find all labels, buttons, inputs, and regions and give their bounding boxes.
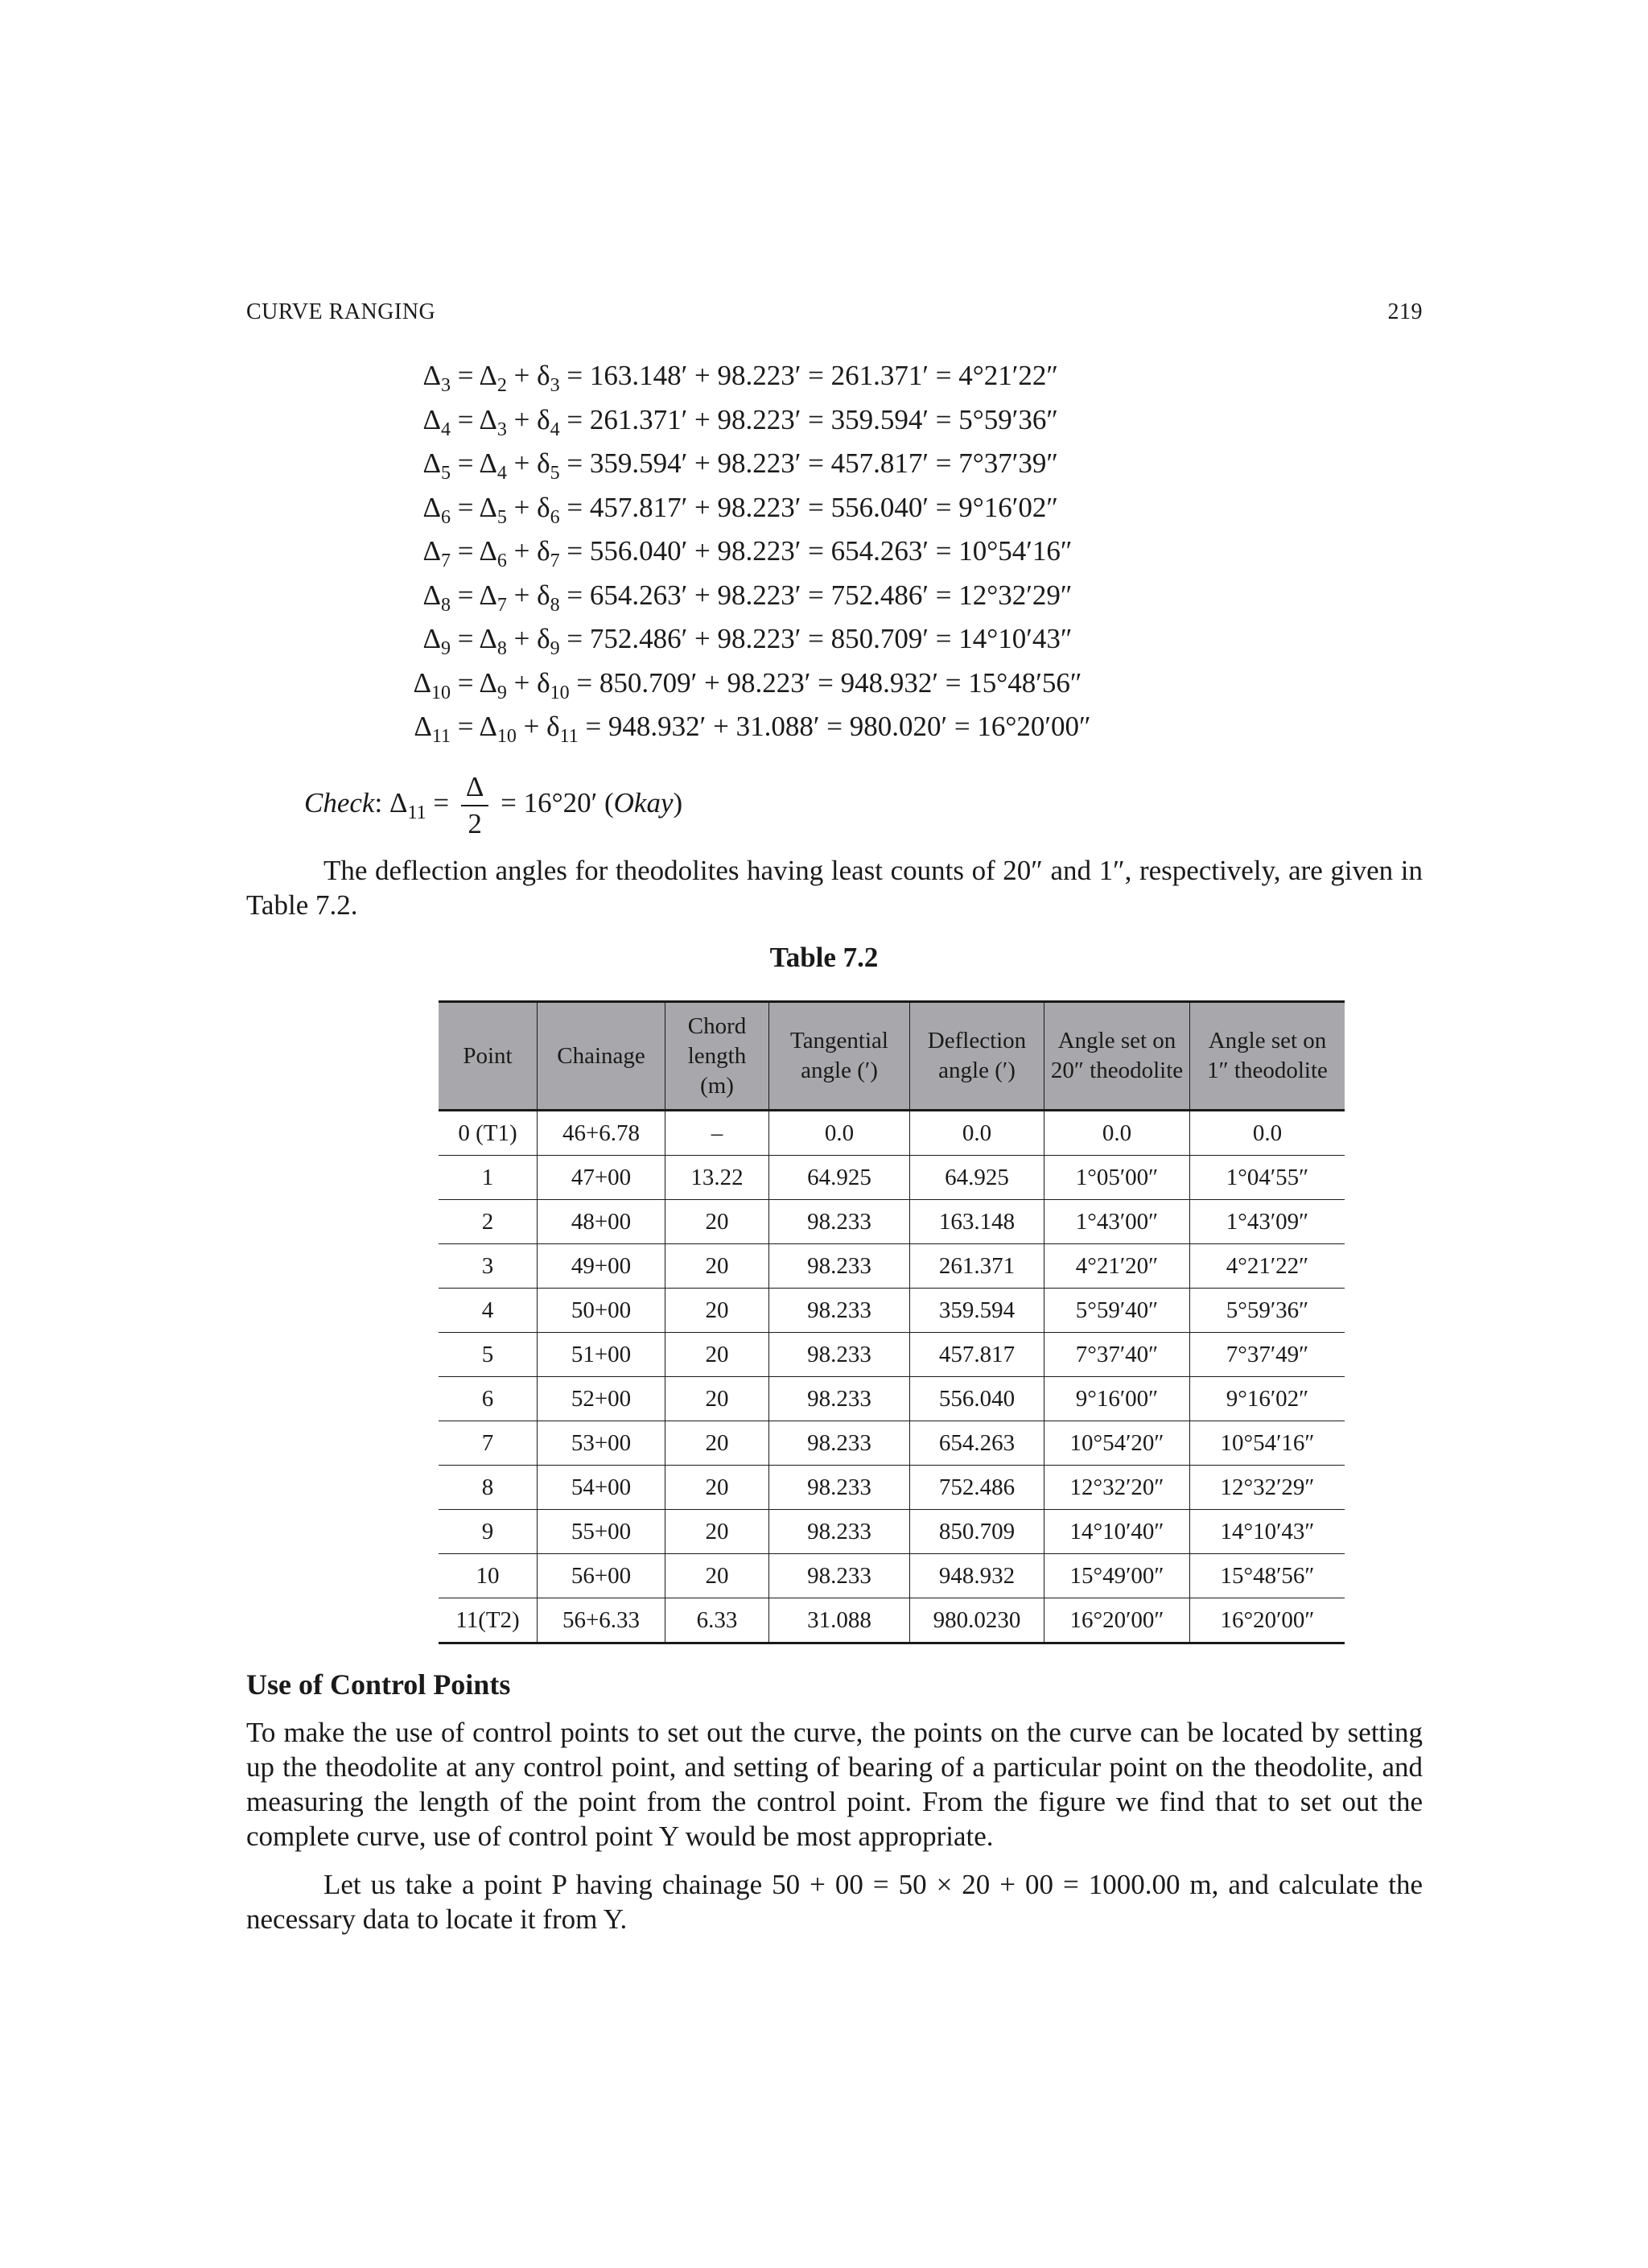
equation-line: $\Delta_3 = \Delta_2 + \delta_3 = 163.148' + 98.223' = 261.371' = 4^\circ 21'22''$ bbox=[422, 360, 1058, 396]
table-row bbox=[439, 1111, 1345, 1156]
header-angle-1-theodolite: Angle set on 1″ theodolite bbox=[1190, 1002, 1345, 1111]
table-cell: 9°16′00″ bbox=[1044, 1377, 1190, 1421]
table-cell: 10 bbox=[439, 1554, 538, 1598]
table-row bbox=[439, 1289, 1345, 1333]
table-cell: 0.0 bbox=[1190, 1111, 1345, 1156]
table-row bbox=[439, 1598, 1345, 1643]
header-tangential-angle: Tangential angle (′) bbox=[769, 1002, 910, 1111]
check-label: Check bbox=[304, 787, 375, 819]
table-row bbox=[439, 1466, 1345, 1510]
header-chainage: Chainage bbox=[538, 1002, 665, 1111]
table-cell: 98.233 bbox=[769, 1289, 910, 1333]
table-cell: 4°21′20″ bbox=[1044, 1244, 1190, 1289]
table-cell: 2 bbox=[439, 1200, 538, 1244]
table-cell: 5 bbox=[439, 1333, 538, 1377]
section-paragraph-2: Let us take a point P having chainage 50 + 00 = 50 × 20 + 00 = 1000.00 m, and calculate the necessary data to locate it from Y. bbox=[246, 1869, 1423, 1935]
table-row bbox=[439, 1377, 1345, 1421]
table-title: Table 7.2 bbox=[769, 942, 879, 973]
table-cell: 20 bbox=[665, 1466, 769, 1510]
table-cell: 0.0 bbox=[1044, 1111, 1190, 1156]
table-cell: 850.709 bbox=[910, 1510, 1044, 1554]
table-cell: 56+6.33 bbox=[538, 1598, 665, 1643]
table-cell: 98.233 bbox=[769, 1510, 910, 1554]
header-deflection-angle: Deflection angle (′) bbox=[910, 1002, 1044, 1111]
table-cell: 7°37′40″ bbox=[1044, 1333, 1190, 1377]
table-cell: 359.594 bbox=[910, 1289, 1044, 1333]
table-header-row bbox=[439, 1002, 1345, 1111]
table-cell: 50+00 bbox=[538, 1289, 665, 1333]
table-row bbox=[439, 1510, 1345, 1554]
table-cell: 20 bbox=[665, 1333, 769, 1377]
table-cell: 20 bbox=[665, 1289, 769, 1333]
equation-line: $\Delta_9 = \Delta_8 + \delta_9 = 752.486' + 98.223' = 850.709' = 14^\circ 10'43''$ bbox=[422, 623, 1073, 659]
equation-line: $\Delta_5 = \Delta_4 + \delta_5 = 359.594' + 98.223' = 457.817' = 7^\circ 37'39''$ bbox=[422, 447, 1058, 484]
table-cell: 64.925 bbox=[769, 1156, 910, 1200]
header-chord-length: Chord length (m) bbox=[665, 1002, 769, 1111]
table-cell: 261.371 bbox=[910, 1244, 1044, 1289]
table-cell: 3 bbox=[439, 1244, 538, 1289]
table-cell: 98.233 bbox=[769, 1333, 910, 1377]
table-cell: 9 bbox=[439, 1510, 538, 1554]
table-cell: 54+00 bbox=[538, 1466, 665, 1510]
table-cell: 14°10′43″ bbox=[1190, 1510, 1345, 1554]
table-row bbox=[439, 1200, 1345, 1244]
table-cell: 56+00 bbox=[538, 1554, 665, 1598]
check-lhs: $\Delta_{11}$ bbox=[389, 787, 426, 824]
table-cell: 1°43′00″ bbox=[1044, 1200, 1190, 1244]
equation-line: $\Delta_8 = \Delta_7 + \delta_8 = 654.263' + 98.223' = 752.486' = 12^\circ 32'29''$ bbox=[422, 579, 1073, 616]
table-cell: 457.817 bbox=[910, 1333, 1044, 1377]
table-cell: 52+00 bbox=[538, 1377, 665, 1421]
table-cell: 16°20′00″ bbox=[1190, 1598, 1345, 1643]
table-cell: 12°32′20″ bbox=[1044, 1466, 1190, 1510]
table-cell: 5°59′40″ bbox=[1044, 1289, 1190, 1333]
equation-line: $\Delta_6 = \Delta_5 + \delta_6 = 457.817' + 98.223' = 556.040' = 9^\circ 16'02''$ bbox=[422, 491, 1058, 528]
table-cell: 10°54′20″ bbox=[1044, 1421, 1190, 1466]
table-cell: 47+00 bbox=[538, 1156, 665, 1200]
table-cell: 10°54′16″ bbox=[1190, 1421, 1345, 1466]
section-heading: Use of Control Points bbox=[246, 1668, 511, 1701]
table-cell: 55+00 bbox=[538, 1510, 665, 1554]
intro-paragraph: The deflection angles for theodolites having least counts of 20″ and 1″, respectively, are given in Table 7.2. bbox=[246, 855, 1423, 921]
table-cell: 654.263 bbox=[910, 1421, 1044, 1466]
table-cell: 948.932 bbox=[910, 1554, 1044, 1598]
table-cell: 12°32′29″ bbox=[1190, 1466, 1345, 1510]
table-row bbox=[439, 1333, 1345, 1377]
check-fraction: $\frac{\Delta}{2}$ bbox=[461, 769, 489, 842]
table-cell: 163.148 bbox=[910, 1200, 1044, 1244]
table-cell: 98.233 bbox=[769, 1200, 910, 1244]
table-cell: 752.486 bbox=[910, 1466, 1044, 1510]
table-cell: 51+00 bbox=[538, 1333, 665, 1377]
table-cell: 6 bbox=[439, 1377, 538, 1421]
chapter-title: CURVE RANGING bbox=[246, 299, 436, 324]
table-cell: 5°59′36″ bbox=[1190, 1289, 1345, 1333]
deflection-angle-table bbox=[439, 1000, 1345, 1644]
table-cell: 98.233 bbox=[769, 1421, 910, 1466]
table-cell: 0.0 bbox=[910, 1111, 1044, 1156]
table-cell: 11(T2) bbox=[439, 1598, 538, 1643]
table-cell: 1°04′55″ bbox=[1190, 1156, 1345, 1200]
table-cell: 13.22 bbox=[665, 1156, 769, 1200]
equation-line: $\Delta_{10} = \Delta_9 + \delta_{10} = 850.709' + 98.223' = 948.932' = 15^\circ 48'56''$ bbox=[413, 666, 1082, 703]
table-cell: 1 bbox=[439, 1156, 538, 1200]
table-cell: 4°21′22″ bbox=[1190, 1244, 1345, 1289]
page-number: 219 bbox=[1387, 299, 1423, 324]
table-cell: 48+00 bbox=[538, 1200, 665, 1244]
table-cell: 556.040 bbox=[910, 1377, 1044, 1421]
header-point: Point bbox=[439, 1002, 538, 1111]
table-cell: 980.0230 bbox=[910, 1598, 1044, 1643]
table-cell: 20 bbox=[665, 1200, 769, 1244]
table-cell: 8 bbox=[439, 1466, 538, 1510]
equation-line: $\Delta_7 = \Delta_6 + \delta_7 = 556.040' + 98.223' = 654.263' = 10^\circ 54'16''$ bbox=[422, 535, 1073, 571]
check-result: = 16°20′ bbox=[501, 787, 598, 819]
table-cell: 20 bbox=[665, 1377, 769, 1421]
section-paragraph-1: To make the use of control points to set out the curve, the points on the curve can be located by setting up the theodolite at any control point, and setting of bearing of a particular point on the theodolite, and measuring the length of the point from the control point. From the figure we find that to set out the complete curve, use of control point Y would be most appropriate. bbox=[246, 1717, 1423, 1852]
table-cell: – bbox=[665, 1111, 769, 1156]
check-equation: Check: $\Delta_{11}$ = $\frac{\Delta}{2}$ = 16°20′ (Okay) bbox=[304, 769, 682, 858]
table-cell: 9°16′02″ bbox=[1190, 1377, 1345, 1421]
table-cell: 20 bbox=[665, 1510, 769, 1554]
table-cell: 20 bbox=[665, 1554, 769, 1598]
table-row bbox=[439, 1554, 1345, 1598]
table-cell: 98.233 bbox=[769, 1244, 910, 1289]
table-cell: 98.233 bbox=[769, 1377, 910, 1421]
table-cell: 46+6.78 bbox=[538, 1111, 665, 1156]
table-cell: 0 (T1) bbox=[439, 1111, 538, 1156]
table-cell: 14°10′40″ bbox=[1044, 1510, 1190, 1554]
table-cell: 7°37′49″ bbox=[1190, 1333, 1345, 1377]
table-cell: 4 bbox=[439, 1289, 538, 1333]
header-angle-20-theodolite: Angle set on 20″ theodolite bbox=[1044, 1002, 1190, 1111]
table-cell: 49+00 bbox=[538, 1244, 665, 1289]
running-head bbox=[246, 299, 1423, 325]
table-row bbox=[439, 1421, 1345, 1466]
table-cell: 7 bbox=[439, 1421, 538, 1466]
table-cell: 53+00 bbox=[538, 1421, 665, 1466]
table-cell: 20 bbox=[665, 1244, 769, 1289]
check-okay: Okay bbox=[613, 787, 674, 819]
table-cell: 1°43′09″ bbox=[1190, 1200, 1345, 1244]
table-row bbox=[439, 1156, 1345, 1200]
table-cell: 6.33 bbox=[665, 1598, 769, 1643]
table-cell: 20 bbox=[665, 1421, 769, 1466]
table-cell: 16°20′00″ bbox=[1044, 1598, 1190, 1643]
equation-line: $\Delta_{11} = \Delta_{10} + \delta_{11} = 948.932' + 31.088' = 980.020' = 16^\circ 20'00''$ bbox=[414, 711, 1091, 747]
table-cell: 0.0 bbox=[769, 1111, 910, 1156]
table-cell: 1°05′00″ bbox=[1044, 1156, 1190, 1200]
table-cell: 64.925 bbox=[910, 1156, 1044, 1200]
table-cell: 15°48′56″ bbox=[1190, 1554, 1345, 1598]
table-row bbox=[439, 1244, 1345, 1289]
equation-line: $\Delta_4 = \Delta_3 + \delta_4 = 261.371' + 98.223' = 359.594' = 5^\circ 59'36''$ bbox=[422, 403, 1058, 440]
table-cell: 98.233 bbox=[769, 1554, 910, 1598]
table-cell: 31.088 bbox=[769, 1598, 910, 1643]
table-cell: 15°49′00″ bbox=[1044, 1554, 1190, 1598]
table-cell: 98.233 bbox=[769, 1466, 910, 1510]
